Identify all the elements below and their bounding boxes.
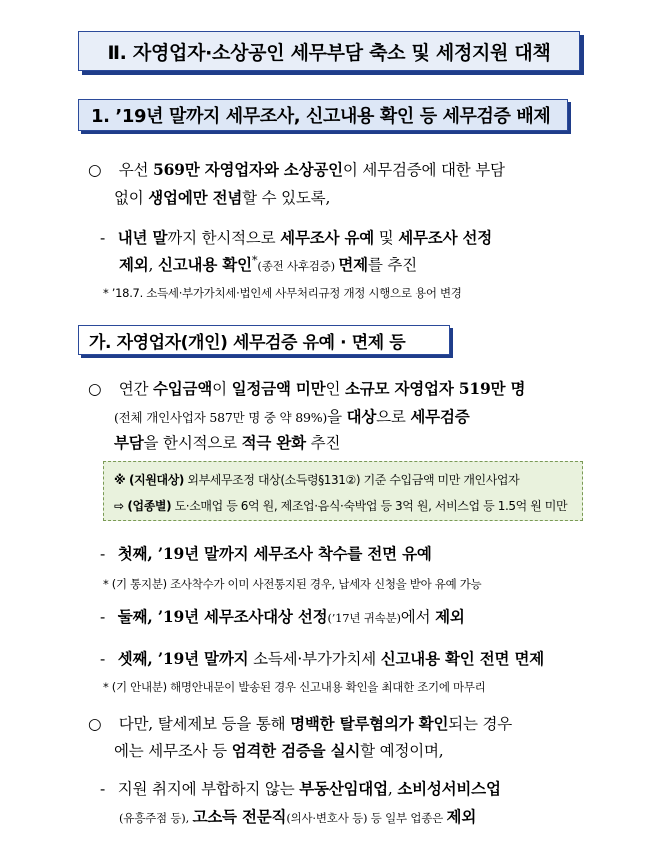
footnote-2: * (기 통지분) 조사착수가 이미 사전통지된 경우, 납세자 신청을 받아 유예 가능 — [103, 577, 482, 591]
document-title-text: Ⅱ. 자영업자·소상공인 세무부담 축소 및 세정지원 대책 — [107, 41, 551, 64]
paragraph-3-dash-line-1: - 지원 취지에 부합하지 않는 부동산임대업, 소비성서비스업 — [100, 779, 501, 798]
dash-marker: - — [100, 650, 106, 668]
paragraph-1-dash-line-1: - 내년 말까지 한시적으로 세무조사 유예 및 세무조사 선정 — [100, 228, 493, 247]
bullet-circle: ○ — [88, 715, 102, 733]
section-heading — [78, 99, 568, 131]
bullet-circle: ○ — [88, 161, 102, 179]
subsection-heading-text: 가. 자영업자(개인) 세무검증 유예 · 면제 등 — [89, 332, 406, 353]
subsection-heading — [78, 325, 450, 355]
dash-marker: - — [100, 545, 106, 563]
measure-first: - 첫째, ’19년 말까지 세무조사 착수를 전면 유예 — [100, 544, 432, 563]
paragraph-2-line-2: (전체 개인사업자 587만 명 중 약 89%)을 대상으로 세무검증 — [114, 407, 470, 426]
bullet-circle: ○ — [88, 380, 102, 398]
section-heading-text: 1. ’19년 말까지 세무조사, 신고내용 확인 등 세무검증 배제 — [91, 106, 551, 127]
dash-marker: - — [100, 608, 106, 626]
paragraph-3-line-2: 에는 세무조사 등 엄격한 검증을 실시할 예정이며, — [114, 741, 444, 760]
paragraph-3-dash-line-2: (유흥주점 등), 고소득 전문직(의사·변호사 등) 등 일부 업종은 제외 — [119, 807, 477, 826]
paragraph-2-line-1: ○ 연간 수입금액이 일정금액 미만인 소규모 자영업자 519만 명 — [88, 379, 526, 398]
document-title — [78, 31, 580, 71]
paragraph-1-dash-line-2: 제외, 신고내용 확인*(종전 사후검증) 면제를 추진 — [119, 253, 417, 275]
measure-second: - 둘째, ’19년 세무조사대상 선정(’17년 귀속분)에서 제외 — [100, 607, 465, 626]
callout-line-1: ※ (지원대상) 외부세무조정 대상(소득령§131②) 기준 수입금액 미만 개인사업자 — [114, 473, 520, 487]
footnote-3: * (기 안내분) 해명안내문이 발송된 경우 신고내용 확인을 최대한 조기에 마무리 — [103, 680, 486, 694]
dash-marker: - — [100, 229, 106, 247]
measure-third: - 셋째, ’19년 말까지 소득세·부가가치세 신고내용 확인 전면 면제 — [100, 649, 545, 668]
paragraph-3-line-1: ○ 다만, 탈세제보 등을 통해 명백한 탈루혐의가 확인되는 경우 — [88, 714, 513, 733]
paragraph-1-line-2: 없이 생업에만 전념할 수 있도록, — [114, 188, 331, 207]
paragraph-2-line-3: 부담을 한시적으로 적극 완화 추진 — [114, 433, 341, 452]
paragraph-1-line-1: ○ 우선 569만 자영업자와 소상공인이 세무검증에 대한 부담 — [88, 160, 505, 179]
support-target-callout — [103, 461, 583, 521]
dash-marker: - — [100, 780, 106, 798]
footnote-1: * ’18.7. 소득세·부가가치세·법인세 사무처리규정 개정 시행으로 용어 변경 — [103, 286, 462, 300]
callout-line-2: ⇨ (업종별) 도·소매업 등 6억 원, 제조업·음식·숙박업 등 3억 원, 서비스업 등 1.5억 원 미만 — [114, 499, 568, 513]
